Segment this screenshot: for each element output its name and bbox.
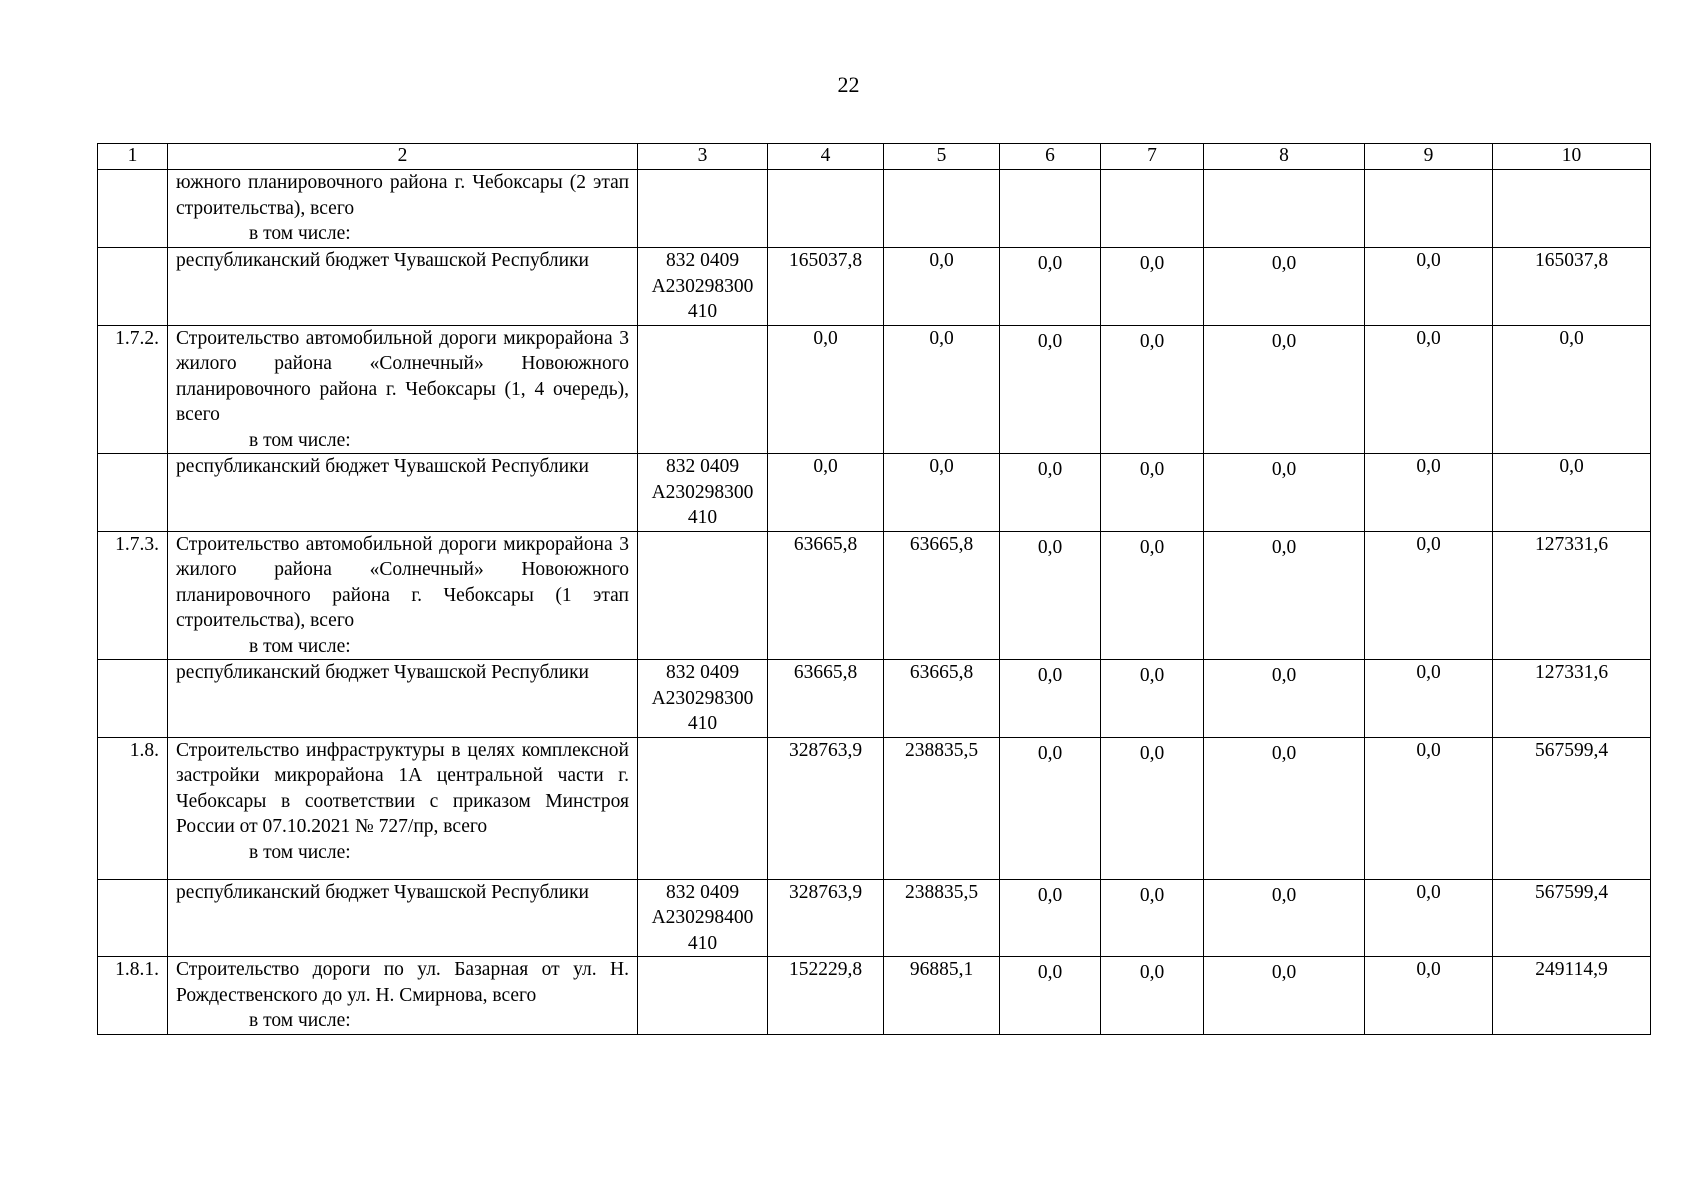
budget-code-line: 410 xyxy=(687,301,718,322)
budget-code-cell xyxy=(638,454,768,532)
budget-code-line: 832 0409 xyxy=(665,662,740,683)
value-cell: 0,0 xyxy=(1101,737,1204,879)
value-cell: 0,0 xyxy=(1204,248,1365,326)
column-header: 6 xyxy=(1000,144,1101,170)
value-cell: 0,0 xyxy=(1204,660,1365,738)
row-number xyxy=(98,454,168,532)
value-cell: 63665,8 xyxy=(768,660,884,738)
row-name: Строительство дороги по ул. Базарная от ул. Н. Рождественского до ул. Н. Смирнова, всего xyxy=(176,959,629,1006)
value-cell: 0,0 xyxy=(1101,531,1204,660)
value-cell: 0,0 xyxy=(1204,879,1365,957)
value-cell: 0,0 xyxy=(1000,879,1101,957)
row-number: 1.8.1. xyxy=(98,957,168,1035)
row-name-cell xyxy=(168,879,638,957)
value-cell: 63665,8 xyxy=(768,531,884,660)
row-name: Строительство автомобильной дороги микрорайона 3 жилого района «Солнечный» Новоюжного планировочного района г. Чебоксары (1, 4 очередь), всего xyxy=(176,327,629,425)
column-header: 7 xyxy=(1101,144,1204,170)
row-number: 1.8. xyxy=(98,737,168,879)
row-sublabel: в том числе: xyxy=(249,1010,351,1031)
value-cell xyxy=(768,170,884,248)
value-cell xyxy=(1493,170,1651,248)
row-number: 1.7.2. xyxy=(98,325,168,454)
row-name: республиканский бюджет Чувашской Республики xyxy=(176,881,589,903)
budget-code-cell xyxy=(638,170,768,248)
row-name-cell xyxy=(168,454,638,532)
row-number xyxy=(98,660,168,738)
value-cell: 249114,9 xyxy=(1493,957,1651,1035)
value-cell: 0,0 xyxy=(1000,454,1101,532)
budget-code-line: 410 xyxy=(687,507,718,528)
value-cell: 127331,6 xyxy=(1493,531,1651,660)
table-row xyxy=(98,454,1651,532)
value-cell: 0,0 xyxy=(1101,660,1204,738)
value-cell: 0,0 xyxy=(1365,531,1493,660)
budget-code-cell xyxy=(638,531,768,660)
value-cell: 165037,8 xyxy=(1493,248,1651,326)
value-cell: 0,0 xyxy=(1000,737,1101,879)
budget-code-line: 832 0409 xyxy=(665,250,740,271)
row-name-cell xyxy=(168,660,638,738)
value-cell: 0,0 xyxy=(1000,325,1101,454)
row-number xyxy=(98,170,168,248)
value-cell: 0,0 xyxy=(1000,957,1101,1035)
value-cell: 0,0 xyxy=(1204,325,1365,454)
value-cell xyxy=(1000,170,1101,248)
row-name-cell xyxy=(168,737,638,879)
value-cell: 0,0 xyxy=(1493,454,1651,532)
table-row xyxy=(98,531,1651,660)
value-cell: 0,0 xyxy=(1365,325,1493,454)
budget-code-line: А230298300 xyxy=(651,481,754,503)
row-number xyxy=(98,879,168,957)
budget-code-cell xyxy=(638,737,768,879)
header-row xyxy=(98,144,1651,170)
row-name: южного планировочного района г. Чебоксары (2 этап строительства), всего xyxy=(176,172,629,219)
budget-code-line: А230298300 xyxy=(651,687,754,709)
row-name-cell xyxy=(168,325,638,454)
budget-code-line: А230298400 xyxy=(651,907,754,928)
value-cell: 63665,8 xyxy=(884,531,1000,660)
column-header: 2 xyxy=(168,144,638,170)
row-name: республиканский бюджет Чувашской Республики xyxy=(176,250,589,271)
value-cell: 0,0 xyxy=(1000,531,1101,660)
value-cell: 238835,5 xyxy=(884,879,1000,957)
value-cell: 0,0 xyxy=(1204,454,1365,532)
column-header: 10 xyxy=(1493,144,1651,170)
value-cell: 0,0 xyxy=(1101,454,1204,532)
value-cell: 0,0 xyxy=(884,325,1000,454)
column-header: 3 xyxy=(638,144,768,170)
budget-code-cell xyxy=(638,660,768,738)
row-name: республиканский бюджет Чувашской Республики xyxy=(176,662,589,683)
value-cell: 238835,5 xyxy=(884,737,1000,879)
value-cell: 0,0 xyxy=(1365,248,1493,326)
table-row xyxy=(98,957,1651,1035)
value-cell: 0,0 xyxy=(1000,660,1101,738)
table-body xyxy=(98,170,1651,1035)
value-cell: 0,0 xyxy=(884,454,1000,532)
budget-table xyxy=(97,143,1651,1035)
row-name-cell xyxy=(168,531,638,660)
table-row xyxy=(98,660,1651,738)
value-cell: 0,0 xyxy=(1101,325,1204,454)
row-sublabel: в том числе: xyxy=(249,635,351,657)
budget-code-line: А230298300 xyxy=(651,275,754,297)
column-header: 8 xyxy=(1204,144,1365,170)
value-cell: 0,0 xyxy=(1000,248,1101,326)
value-cell xyxy=(1365,170,1493,248)
value-cell xyxy=(1204,170,1365,248)
value-cell: 0,0 xyxy=(1493,325,1651,454)
budget-code-cell xyxy=(638,248,768,326)
value-cell: 0,0 xyxy=(1204,737,1365,879)
value-cell: 567599,4 xyxy=(1493,737,1651,879)
column-header: 5 xyxy=(884,144,1000,170)
value-cell: 0,0 xyxy=(1365,660,1493,738)
value-cell: 0,0 xyxy=(1101,957,1204,1035)
column-header: 1 xyxy=(98,144,168,170)
table-row xyxy=(98,737,1651,879)
row-sublabel: в том числе: xyxy=(249,841,351,863)
value-cell: 0,0 xyxy=(1101,879,1204,957)
row-name: Строительство инфраструктуры в целях комплексной застройки микрорайона 1А центральной части г. Чебоксары в соответствии с приказом Минстроя России от 07.10.2021 № 727/пр, всего xyxy=(176,739,629,837)
value-cell: 96885,1 xyxy=(884,957,1000,1035)
value-cell xyxy=(884,170,1000,248)
budget-code-line: 410 xyxy=(687,713,718,734)
row-name: республиканский бюджет Чувашской Республики xyxy=(176,456,589,477)
value-cell: 567599,4 xyxy=(1493,879,1651,957)
row-sublabel: в том числе: xyxy=(249,429,351,451)
value-cell: 0,0 xyxy=(1365,454,1493,532)
column-header: 4 xyxy=(768,144,884,170)
value-cell: 127331,6 xyxy=(1493,660,1651,738)
row-name-cell xyxy=(168,170,638,248)
value-cell: 0,0 xyxy=(884,248,1000,326)
value-cell: 63665,8 xyxy=(884,660,1000,738)
row-name-cell xyxy=(168,248,638,326)
column-header: 9 xyxy=(1365,144,1493,170)
page-number: 22 xyxy=(837,72,860,97)
value-cell: 0,0 xyxy=(1365,879,1493,957)
budget-code-line: 832 0409 xyxy=(665,881,740,903)
table-row xyxy=(98,879,1651,957)
budget-code-cell xyxy=(638,957,768,1035)
value-cell: 0,0 xyxy=(1101,248,1204,326)
table-row xyxy=(98,325,1651,454)
value-cell: 0,0 xyxy=(768,454,884,532)
value-cell: 0,0 xyxy=(1365,737,1493,879)
value-cell: 0,0 xyxy=(1204,957,1365,1035)
budget-code-cell xyxy=(638,879,768,957)
row-number: 1.7.3. xyxy=(98,531,168,660)
budget-code-cell xyxy=(638,325,768,454)
table-row xyxy=(98,170,1651,248)
value-cell: 165037,8 xyxy=(768,248,884,326)
value-cell: 0,0 xyxy=(1204,531,1365,660)
budget-code-line: 410 xyxy=(687,932,718,954)
value-cell: 328763,9 xyxy=(768,737,884,879)
budget-code-line: 832 0409 xyxy=(665,456,740,477)
table-row xyxy=(98,248,1651,326)
row-number xyxy=(98,248,168,326)
value-cell xyxy=(1101,170,1204,248)
value-cell: 0,0 xyxy=(768,325,884,454)
row-name-cell xyxy=(168,957,638,1035)
row-name: Строительство автомобильной дороги микрорайона 3 жилого района «Солнечный» Новоюжного планировочного района г. Чебоксары (1 этап строительства), всего xyxy=(176,533,629,631)
value-cell: 328763,9 xyxy=(768,879,884,957)
value-cell: 0,0 xyxy=(1365,957,1493,1035)
row-sublabel: в том числе: xyxy=(249,223,351,244)
value-cell: 152229,8 xyxy=(768,957,884,1035)
